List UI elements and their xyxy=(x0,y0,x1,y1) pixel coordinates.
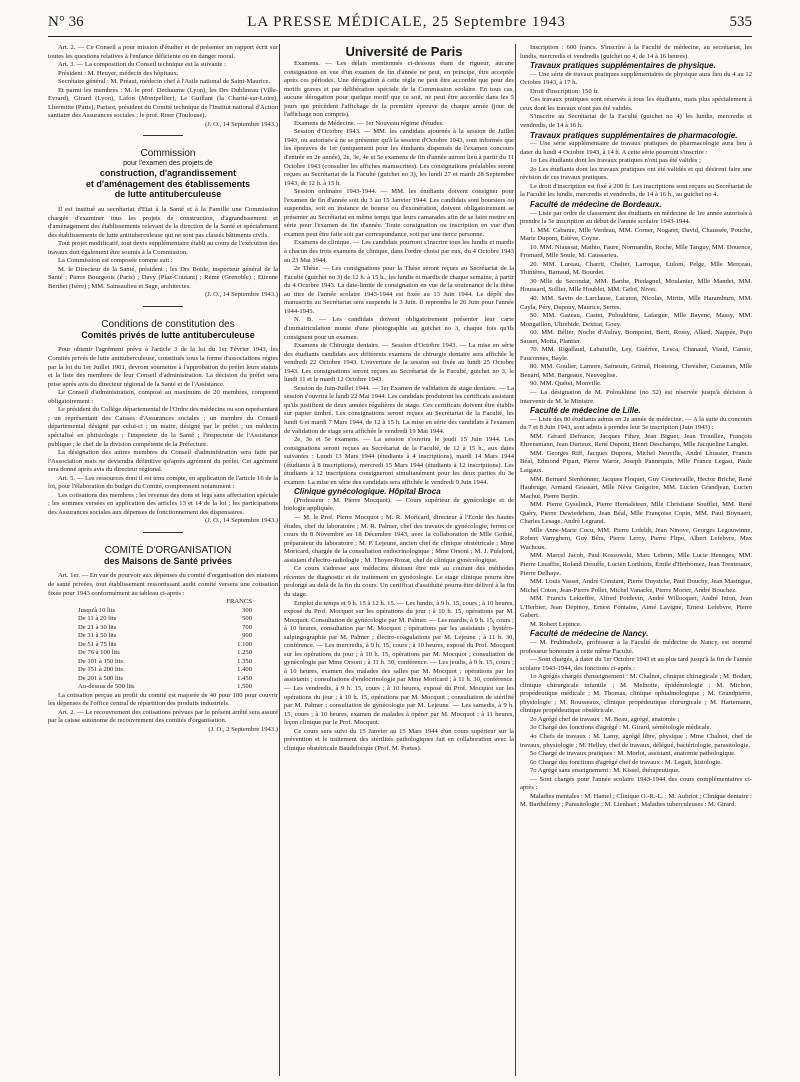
table-cell-label: De 101 à 150 lits xyxy=(78,657,124,665)
subsection-title: Travaux pratiques supplémentaires de physique. xyxy=(530,61,716,71)
source-citation: (J. O., 14 Septembre 1943.) xyxy=(205,120,278,128)
table-cell-label: De 11 à 20 lits xyxy=(78,615,117,623)
paragraph: MM. Georges Riff, Jacques Dupons, Michel Neuville, André Lhussier, Francis Béal, Edmond Pipart, Pierre Waror, Joseph Pannequin, Mlle France Legast, Paule Laigaux. xyxy=(520,449,752,474)
paragraph: — M. le Prof. Pierre Mocquot ; M. R. Moricard, directeur à l'Ecole des hautes études, chef du laboratoire ; M. R. Palmer, chef des travaux de gynécologie, feront ce cours du 8 Novembre au 18 Décembre 1943, avec la collaboration de Mlle Gothié, préparateur du laboratoire ; M. P. Lejeune, ancien chef de clinique obstétricale ; Mme Moricard, chargée de la consultation endocrinologique ; Mme Orsoni ; M. J. Pulsford, assistant d'électro-radiologie ; M. Thoyer-Rozat, chef de clinique gynécologique. xyxy=(284,514,514,564)
paragraph: Le président du Collège départemental de l'Ordre des médecins ou son représentant ; un représentant des Caisses d'Assurances sociales ; un membre du Conseil départemental désigné par celui-ci ; un maire, désigné par le préfet ; un médecin spécialisé en phtisiologie ; l'inspecteur de la Santé ; l'inspecteur de l'Assistance publique ; le chef de la division compétente de la Préfecture. xyxy=(48,406,278,448)
paragraph: — La désignation de M. Poloukhine (no 52) est réservée jusqu'à décision à intervenir de M. le Ministre. xyxy=(520,389,752,405)
table-row xyxy=(48,607,278,616)
paragraph: 7o Agrégé sans enseignement : M. Kissel, thérapeutique. xyxy=(530,767,680,775)
paragraph: 5o Chargé de travaux pratiques : M. Morlot, assistant, anatomie pathologique. xyxy=(530,750,736,758)
paragraph: La désignation des autres membres du Conseil d'administration sera faite par l'Association mais ne deviendra définitive qu'après agrément du préfet. Cet agrément sera donné après avis du directeur régional. xyxy=(48,449,278,474)
paragraph: Ce cours sera suivi du 15 Janvier au 15 Mars 1944 d'un cours supérieur sur la prévention et le traitement des stérilités pathologiques fait en collaboration avec la clinique obstétricale Baudelocque (Prof. M. Portes). xyxy=(284,727,514,752)
paragraph: Session de Juin-Juillet 1944. — 1er Examen de validation de stage dentaire. — La session s'ouvrira le lundi 22 Mai 1944. Les candidats produiront les certificats assistant qu'ils justifient de deux années régulières de stage. Ces certificats doivent être établis sur papier timbré. Les consignations seront reçues au Secrétariat de la Faculté, les lundi 6 et mardi 7 Mars 1944, de 12 à 15 h. La mise en série des candidats à l'examen de validation de stage sera affichée le vendredi 19 Mai 1944. xyxy=(284,384,514,435)
paragraph: 1o Agrégés chargés d'enseignement : M. Chalnot, clinique chirurgicale ; M. Bodart, clinique chirurgicale infantile ; M. Melnotte, épidémiologie ; M. Michon, propédeutique médicale ; M. Thomas, clinique ophtalmologique ; M. Grandpierre, physiologie ; M. Rousseaux, clinique propédeutique chirurgicale ; M. Hartemann, clinique propédeutique obstétricale. xyxy=(520,673,752,715)
paragraph: 50. MM. Gazeau, Castet, Poloukhine, Lafargue, Mlle Bayenc, Massy, MM. Mongaillon, Ultrebide, Dextrat, Gouy. xyxy=(520,312,752,328)
issue-number: N° 36 xyxy=(48,14,84,30)
paragraph: Art. 3. — La composition du Conseil technique est la suivante : xyxy=(58,61,226,69)
paragraph: — Liste par ordre de classement des étudiants en médecine de 1re année autorisés à prendre la 5e inscription au début de l'année scolaire 1943-1944. xyxy=(520,209,752,226)
subsection-title: Clinique gynécologique. Hôpital Broca xyxy=(294,487,441,497)
table-cell-label: De 21 à 30 lits xyxy=(78,623,117,631)
paragraph: M. le Directeur de la Santé, président ; les Drs Boide, inspecteur général de la Santé ; Pierre Bourgeois (Paris) ; Davy (Plaz-Coutant) ; Rème (Grenoble) ; Etienne Berthet (Isère) ; MM. Sainsaulieu et Sage, architectes. xyxy=(48,265,278,290)
table-cell-label: De 151 à 200 lits xyxy=(78,666,124,674)
paragraph: MM. Marcel Jacob, Paul Kossowski, Marc Lebrun, Mlle Lucie Henuges, MM. Pierre Lesaffre, Roland Drouffe, Lucien Lorthiois, Émile d'Herbomez, Jean Trentesaux, Pierre Delhaye. xyxy=(520,552,752,577)
paragraph: MM. Pierre Gyselinck, Pierre Hernalsteen, Mlle Christiane Soufflet, MM. René Quéry, Pierre Dewiedehem, Jean Béal, Mlle Françoise Copin, MM. Paul Boynaert, Charles Lesage, André Legrand. xyxy=(520,501,752,526)
paragraph: Examens. — Les délais mentionnés ci-dessous étant de rigueur, aucune consignation en vue d'un examen de fin d'année ne peut, en principe, être acceptée après ces périodes. Une dérogation à cette règle ne peut être accordée que pour des motifs graves et par délibération spéciale de la Commission scolaire. En tous cas, aucune dérogation pour quelque motif que ce soit, ne peut être accordée dans les 5 jours qui précèdent l'affichage de la première épreuve de chaque année (jour de l'affichage non compris). xyxy=(284,60,514,119)
paragraph: S'inscrire au Secrétariat de la Faculté (guichet no 4) les lundis, mercredis et vendredis, de 14 à 16 h. xyxy=(520,113,752,129)
paragraph: Secrétaire général : M. Préaut, médecin chef à l'Asile national de Saint-Maurice. xyxy=(58,78,271,86)
paragraph: MM. Francis Lekieffre, Alfred Potdevin, André Willocquet, André Inion, Jean L'Herbier, Jean Depinoy, Ernest Fontaine, Aimé Lavigne, Ernest Lefebvre, Pierre Gabert. xyxy=(520,595,752,620)
paragraph: — Sont chargés pour l'année scolaire 1943-1944 des cours complémentaires ci-après : xyxy=(520,775,752,792)
paragraph: 20. MM. Lureau, Charrit, Chalier, Larroque, Lulom, Pelge, Mlle Merceau, Thinières, Barraud, M. Bourdet. xyxy=(520,260,752,277)
table-cell-value: 1.100 xyxy=(237,640,252,648)
paragraph: Session d'Octobre 1943. — MM. les candidats ajournés à la session de Juillet 1943, ou autorisés à ne se présenter qu'à la session d'Octobre 1943, sont informés que les épreuves de 1er (uniquement pour les étudiants dispensés de l'examen concours d'entrée en 2e année), 2e, 3e, 4e et 5e examens de fin d'année auront lieu à partir du 11 Octobre 1943 (consulter les affiches manuscrites). Les consignations préalables seront reçues au Secrétariat de la Faculté (guichet no 3), les lundi 27 et mardi 28 Septembre 1943, de 12 h. à 15 h. xyxy=(284,128,514,187)
paragraph: MM. Louis Vasset, André Constant, Pierre Duystche, Paul Douchy, Jean Masingue, Michel Coton, Jean-Pierre Pollet, Michel Vanacke, Pierre Morier, André Bouchez. xyxy=(520,578,752,594)
paragraph: Art. 5. — Les ressources dont il est tenu compte, en application de l'article 16 de la loi, pour l'élaboration du budget du Comité, comprennent notamment : xyxy=(48,474,278,491)
paragraph: (Professeur : M. Pierre Mocquot). — Cours supérieur de gynécologie et de biologie appliquée. xyxy=(284,496,514,513)
table-cell-value: 1.250 xyxy=(237,649,252,657)
paragraph: Le droit d'inscription est fixé à 200 fr. Les inscriptions sont reçues au Secrétariat de la Faculté les lundis, mercredis et vendredis, de 14 à 16 h., au guichet no 4. xyxy=(520,182,752,199)
table-cell-value: 500 xyxy=(242,615,252,623)
section-title: Commission xyxy=(140,148,196,160)
table-cell-value: 900 xyxy=(242,632,252,640)
column-divider xyxy=(515,44,516,1076)
table-cell-label: De 51 à 75 lits xyxy=(78,640,117,648)
column-middle xyxy=(284,44,514,1076)
table-cell-value: 1.400 xyxy=(237,666,252,674)
page-number: 535 xyxy=(729,14,752,30)
paragraph: 80. MM. Goulier, Lamore, Saineuin, Grimal, Hosteing, Chevalier, Cazauran, Mlle Benard, MM. Bargeaux, Neuveglise. xyxy=(520,363,752,379)
section-subtitle: des Maisons de Santé privées xyxy=(103,555,233,566)
source-citation: (J. O., 14 Septembre 1943.) xyxy=(205,517,278,525)
section-subtitle: de lutte antituberculeuse xyxy=(114,189,222,200)
section-title: Université de Paris xyxy=(345,44,463,59)
paragraph: — Une série supplémentaire de travaux pratiques de pharmacologie aura lieu à dater du lundi 4 Octobre 1943, à 14 h. A cette série pourront s'inscrire : xyxy=(520,140,752,156)
section-title: COMITÉ D'ORGANISATION xyxy=(104,544,232,556)
section-subtitle: et d'aménagement des établissements xyxy=(85,178,251,189)
paragraph: 40. MM. Savin de Larclause, Lacaton, Nicolas, Mirtin, Mlle Haramburu, MM. Cayla, Péry, Dupouy, Maurice, Serres. xyxy=(520,295,752,311)
paragraph: MM. Bernard Stenhonner, Jacques Floquet, Guy Courtevaille, Hector Briche, René Haubruge, Armand Grassart, Mlle Néva Grégoire, MM. Lucien Grandjean, Lucien Machut, Pierre Bertin. xyxy=(520,475,752,500)
paragraph: Examens de Chirurgie dentaire. — Session d'Octobre 1943. — La mise en série des étudiants candidats aux différents examens de chirurgie dentaire sera affichée le vendredi 22 Octobre 1943. L'ouverture de la session est fixée au lundi 25 Octobre 1943. Les consignations seront reçues au Secrétariat de la Faculté, guichet no 3, le lundi 11 et le mardi 12 Octobre 1943. xyxy=(284,342,514,384)
journal-title: LA PRESSE MÉDICALE, 25 Septembre 1943 xyxy=(247,14,566,30)
paragraph: 2e, 3e et 5e examens. — La session s'ouvrira le jeudi 15 Juin 1944. Les consignations seront reçues au Secrétariat de la Faculté, de 12 à 15 h., aux dates suivantes : Lundi 13 Mars 1944 (étudiants à 4 inscriptions), mardi 14 Mars 1944 (étudiants à 8 inscriptions), mercredi 15 Mars 1944 (étudiants à 12 inscriptions). Les étudiants à 12 inscriptions consigneront simultanément pour les deux parties du 3e examen. La mise en série des candidats sera affichée le vendredi 9 Juin 1944. xyxy=(284,436,514,486)
source-citation: (J. O., 2 Septembre 1943.) xyxy=(208,725,278,733)
paragraph: — Sont chargés, à dater du 1er Octobre 1943 et au plus tard jusqu'à la fin de l'année scolaire 1943-1944, des fonctions ci-après : xyxy=(520,656,752,672)
paragraph: 70. MM. Rigallaud, Labatuille, Ley, Guérive, Lesca, Chanaud, Viaud, Canior, Fauconnes, Bayle. xyxy=(520,346,752,362)
paragraph: 2o Agrégé chef de travaux : M. Beau, agrégé, anatomie ; xyxy=(530,715,680,723)
table-cell-label: De 201 à 500 lits xyxy=(78,674,124,682)
paragraph: 2e Thèse. — Les consignations pour la Thèse seront reçues au Secrétariat de la Faculté (guichet no 3) de 12 h. à 15 h., les lundis et mardis de chaque semaine, à partir du 4 Octobre 1943. La date-limite de consignation en vue de la soutenance de la thèse au titre de l'année scolaire 1943-1944 est fixée au 13 Juin 1944. Le dépôt des manuscrits au Secrétariat sera suspendu le 3 Juin. Il reprendra le 26 Juin pour l'année 1944-1945. xyxy=(284,265,514,315)
table-row xyxy=(48,666,278,675)
paragraph: Session ordinaire 1943-1944. — MM. les étudiants doivent consigner pour l'examen de fin d'année soit du 3 au 15 Janvier 1944. Les candidats sont boursiers ou suspendus, soit en instance de bourse ou d'exonération, doivent obligatoirement se présenter au Secrétariat en même temps que leurs camarades afin de se faire mettre en série pour l'examen de fin d'année. Toute consignation ou inscription en vue d'un examen peut être faite soit par correspondance, soit par une tierce personne. xyxy=(284,188,514,238)
section-subtitle: Comités privés de lutte antituberculeuse xyxy=(81,329,255,340)
contribution-table xyxy=(48,598,278,692)
table-row xyxy=(48,615,278,624)
paragraph: N. B. — Les candidats doivent obligatoirement présenter leur carte d'immatriculation munie d'une photographie au guichet no 3, chaque fois qu'ils consignent pour un examen. xyxy=(284,316,514,341)
paragraph: 60. MM. Bélier, Noche d'Aulray, Bompoint, Berit, Rossy, Allard, Nappée, Pujo Sauset, Motta, Plantier. xyxy=(520,329,752,345)
paragraph: Art. 2. — Ce Conseil a pour mission d'étudier et de présenter un rapport écrit sur toutes les questions relatives à l'enfance déficiente ou en danger moral. xyxy=(48,44,278,60)
section-ornament xyxy=(143,306,183,307)
paragraph: Le Conseil d'administration, composé au maximum de 20 membres, comprend obligatoirement : xyxy=(48,389,278,405)
section-subtitle: pour l'examen des projets de xyxy=(123,160,213,168)
paragraph: 3o Chargé des fonctions d'agrégé : M. Girard, séméiologie médicale. xyxy=(530,724,712,732)
paragraph: Examens de clinique. — Les candidats pourront s'inscrire tous les lundis et mardis à chacun des trois examens de clinique, dans l'ordre choisi par eux, du 4 Octobre 1943 au 23 Mai 1944. xyxy=(284,239,514,264)
source-citation: (J. O., 14 Septembre 1943.) xyxy=(205,291,278,299)
section-subtitle: construction, d'agrandissement xyxy=(99,168,237,179)
table-cell-value: 1.500 xyxy=(237,683,252,691)
section-ornament xyxy=(143,135,183,136)
paragraph: Maladies mentales : M. Hamel ; Clinique O.-R.-L. : M. Aubriot ; Clinique dentaire : M. Barthélemy ; Parasitologie : M. Lienhart ; Maladies tuberculeuses : M. Girard. xyxy=(520,792,752,809)
table-row xyxy=(48,675,278,684)
paragraph: 90. MM. Quétet, Monville. xyxy=(530,380,602,388)
paragraph: M. Robert Lepince. xyxy=(530,620,582,628)
paragraph: La cotisation perçue au profit du comité est majorée de 40 pour 100 pour couvrir les dépenses de l'office central de répartition des produits industriels. xyxy=(48,691,278,708)
column-left xyxy=(48,44,278,1076)
paragraph: 1. MM. Cabanie, Mlle Verdeau, MM. Corner, Nogaret, David, Chaussée, Pouche, Marie Dupont, Estève, Coyne. xyxy=(520,226,752,243)
table-header: FRANCS xyxy=(226,598,252,606)
paragraph: Inscription : 600 francs. S'inscrire à la Faculté de médecine, au secrétariat, les lundis, mercredis et vendredis (guichet no 4, de 14 à 16 heures). xyxy=(520,44,752,60)
paragraph: 1o Les étudiants dont les travaux pratiques n'ont pas été validés ; xyxy=(530,157,701,165)
paragraph: 4o Chefs de travaux : M. Lamy, agrégé libre, physique ; Mme Chalnot, chef de travaux, physiologie ; M. Helluy, chef de travaux, délégué, bactériologie, parasitologie. xyxy=(520,732,752,749)
subsection-title: Travaux pratiques supplémentaires de pharmacologie. xyxy=(530,130,738,140)
paragraph: Ces travaux pratiques sont réservés à tous les étudiants, mais plus spécialement à ceux dont les travaux n'ont pas été validés. xyxy=(520,96,752,112)
section-ornament xyxy=(143,532,183,533)
paragraph: — Une série de travaux pratiques supplémentaires de physique aura lieu du 4 au 12 Octobre 1943, à 17 h. xyxy=(520,70,752,87)
column-divider xyxy=(279,44,280,1076)
paragraph: Examens de Médecine. — 1er Nouveau régime d'études. xyxy=(294,119,444,127)
table-cell-label: De 31 à 50 lits xyxy=(78,632,117,640)
paragraph: Pour obtenir l'agrément prévu à l'article 3 de la loi du 1er Février 1943, les Comités privés de lutte antituberculeuse, constitués sous la forme d'associations régies par la loi du 1er Juillet 1901, devront soumettre à l'approbation du préfet leurs statuts et la liste des membres de leur Conseil d'administration. La décision du préfet sera prise après avis du directeur régional de la Santé et de l'Assistance. xyxy=(48,346,278,388)
subsection-title: Faculté de médecine de Nancy. xyxy=(530,629,649,639)
paragraph: 2o Les étudiants dont les travaux pratiques ont été validés et qui désirent faire une révision de ces travaux pratiques. xyxy=(520,165,752,182)
paragraph: MM. Gérard Defrance, Jacques Fihey, Jean Biguet, Jean Trouillez, François Ehrensmann, Jean Durieux, René Dupont, Henri Deschamps, Mlle Jacqueline Langlet. xyxy=(520,432,752,449)
table-cell-label: De 76 à 100 lits xyxy=(78,649,120,657)
section-title: Conditions de constitution des xyxy=(101,318,235,330)
paragraph: Emploi du temps et 9 h. 15 à 12 h. 15. — Les lundis, à 9 h. 15, cours ; à 10 heures, exposé du Prof. Mocquot sur les opérations du jour ; à 10 h. 15, opérations par M. Mocquot. Consultation de gynécologie par M. Palmer. — Les mardis, à 9 h. 15, cours ; à 10 heures, consultation par M. Mocquot ; opérations par les assistants ; hystéro-salpingographie par M. Palmer ; électro-coagulations par M. Lejeune ; à 11 h. 30, conférence. — Les mercredis, à 9 h. 15, cours ; à 10 heures, exposé du Prof. Mocquot sur les opérations du jour ; à 10 h. 15, opérations par M. Mocquot ; consultation de gynécologie par Mme Orsoni ; à 11 h. 30, conférence. — Les jeudis, à 9 h. 15, cours ; à 10 heures, examen des malades des salles par M. Mocquot ; opérations par les assistants ; consultations d'endocrinologie par Mme Moricard ; à 11 h. 30, conférence. — Les vendredis, à 9 h. 15, cours ; à 10 heures, exposé du Prof. Mocquot sur les opérations du jour ; à 10 h. 15, opérations par M. Mocquot ; consultation de stérilité par M. Palmer ; consultation de gynécologie par M. Lejeune. — Les samedis, à 9 h. 15, cours ; à 10 heures, examen de malades à opérer par M. Mocquot ; à 11 heures, leçon clinique par le Prof. Mocquot. xyxy=(284,599,514,727)
paragraph: 30 Mlle de Secondat, MM. Barthe, Piedagnel, Moulanier, Mlle Mandet, MM. Houssard, Sollier, Mlle Houblet, MM. Gelot, Nivet. xyxy=(520,277,752,294)
paragraph: Tout projet modificatif, tout devis supplémentaire établi au cours de l'exécution des travaux doit également être soumis à la Commission. xyxy=(48,240,278,256)
paragraph: Ce cours s'adresse aux médecins désirant être mis au courant des méthodes récentes de diagnostic et de traitement en gynécologie. Le stage clinique pourra être prolongé au delà de la fin du cours. Un certificat d'assiduité pourra être délivré à la fin du stage. xyxy=(284,565,514,598)
table-cell-value: 1.350 xyxy=(237,657,252,665)
subsection-title: Faculté de médecine de Lille. xyxy=(530,406,641,416)
paragraph: Et parmi les membres : M. le prof. Dechaume (Lyon), les Drs Dublineau (Ville-Evrard), Girard (Lyon), Lafon (Montpellier), Le Guillant (la Charité-sur-Loire), Lhermitte (Paris), Parisot, président du Comité technique de l'Institut national d'Action sanitaire des Assurances sociales ; le prof. Riser (Toulouse). xyxy=(48,86,278,120)
paragraph: — M. Fruhinsholz, professeur à la Faculté de médecine de Nancy, est nommé professeur honoraire à cette même Faculté. xyxy=(520,638,752,655)
paragraph: Art. 2. — Le recouvrement des cotisations prévues par le présent arrêté sera assuré par la caisse autonome de recouvrement des comités d'organisation. xyxy=(48,708,278,725)
column-right xyxy=(520,44,752,1076)
table-cell-value: 700 xyxy=(242,623,252,631)
paragraph: Président : M. Heuyer, médecin des hôpitaux. xyxy=(58,69,179,77)
table-cell-label: Jusqu'à 10 lits xyxy=(78,606,116,614)
paragraph: Il est institué au secrétariat d'Etat à la Santé et à la Famille une Commission chargée d'examiner tous les projets de construction, d'agrandissement et d'aménagement des établissements relevant de la direction de la Santé et spécialement des établissements de lutte antituberculeuse qui ne sont pas classés bâtiments civils. xyxy=(48,205,278,239)
table-cell-label: Au-dessus de 500 lits xyxy=(78,683,135,691)
table-row xyxy=(48,649,278,658)
paragraph: Droit d'inscription: 150 fr. xyxy=(530,87,599,95)
paragraph: Art. 1er. — En vue de pourvoir aux dépenses du comité d'organisation des maisons de santé privées, tout établissement ressortissant audit comité versera une cotisation fixée pour 1943 conformément au tableau ci-après : xyxy=(48,572,278,597)
table-row xyxy=(48,641,278,650)
table-cell-value: 300 xyxy=(242,606,252,614)
paragraph: 10. MM. Niaussat, Mathio, Faure, Normandin, Roche, Mlle Tanguy, MM. Douence, Fromard, Mlle Soule, M. Caussarieu. xyxy=(520,243,752,260)
table-cell-value: 1.450 xyxy=(237,674,252,682)
table-row xyxy=(48,632,278,641)
running-header xyxy=(48,14,752,37)
paragraph: 6o Chargé des fonctions d'agrégé chef de travaux : M. Legait, histologie. xyxy=(530,758,722,766)
table-row xyxy=(48,658,278,667)
paragraph: — Liste des 80 étudiants admis en 2e année de médecine. — A la suite du concours du 7 et 8 Juin 1943, sont admis à prendre leur 5e inscription (Juin 1943) : xyxy=(520,415,752,432)
paragraph: La Commission est composée comme suit : xyxy=(58,257,173,265)
paragraph: Mlle Anne-Marie Cocu, MM. Pierre Lofeldt, Jean Ninove, Georges Legouwinne, Robert Vanygbem, Guy Béra, Pierre Leroy, Pierre Flipo, Albert Lefebvre, Max Wachcux. xyxy=(520,526,752,551)
paragraph: Les cotisations des membres ; les revenus des dons et legs sans affectation spéciale ; les sommes versées en application des articles 13 et 14 de la loi ; les participations des Assurances sociales aux dépenses de fonctionnement des dispensaires. xyxy=(48,491,278,516)
table-row xyxy=(48,624,278,633)
table-row xyxy=(48,683,278,692)
subsection-title: Faculté de médecine de Bordeaux. xyxy=(530,199,662,209)
